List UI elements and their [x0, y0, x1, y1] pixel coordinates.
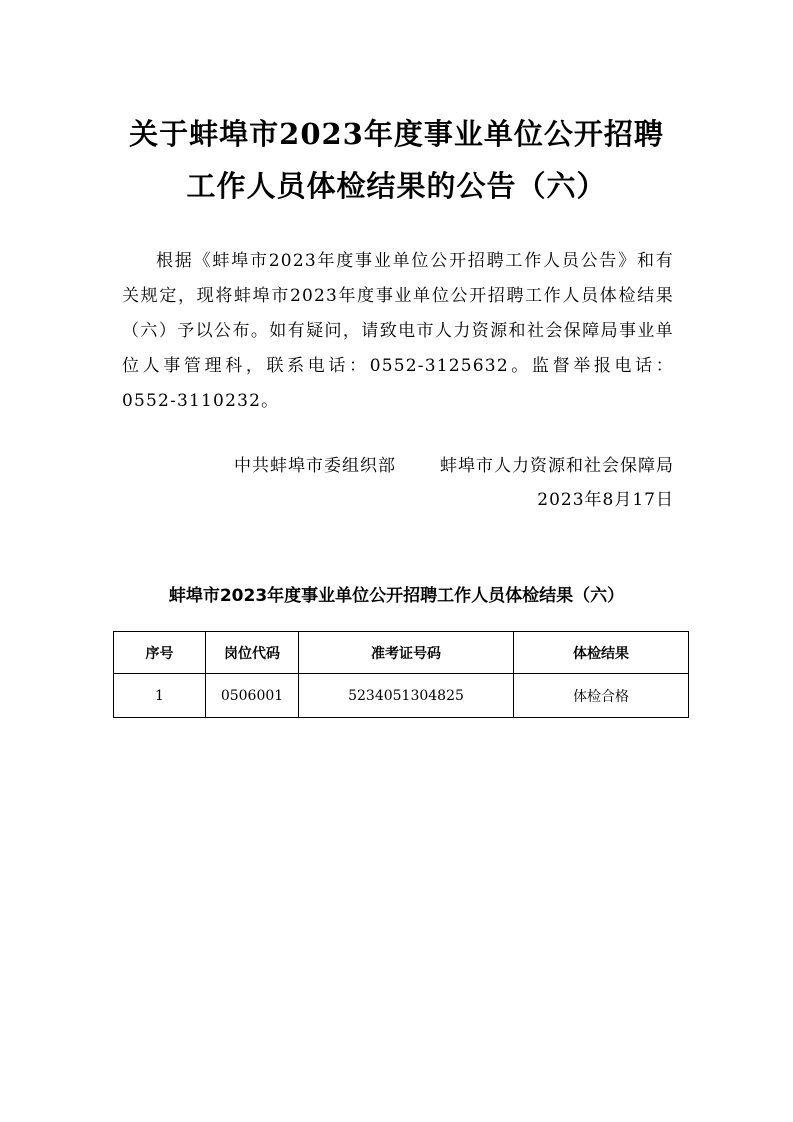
header-seq: 序号 [114, 632, 206, 674]
cell-seq: 1 [114, 674, 206, 718]
table-header-row [114, 632, 689, 674]
table-title: 蚌埠市2023年度事业单位公开招聘工作人员体检结果（六） [168, 586, 625, 606]
title-line-1: 关于蚌埠市2023年度事业单位公开招聘 [129, 117, 664, 151]
signature-org-2: 蚌埠市人力资源和社会保障局 [440, 456, 674, 476]
results-table [113, 631, 689, 718]
title-line-2: 工作人员体检结果的公告（六） [186, 169, 607, 203]
cell-exam-id: 5234051304825 [299, 674, 514, 718]
table-row [114, 674, 689, 718]
header-result: 体检结果 [514, 632, 689, 674]
announcement-body: 根据《蚌埠市2023年度事业单位公开招聘工作人员公告》和有关规定，现将蚌埠市2023年度事业单位公开招聘工作人员体检结果（六）予以公布。如有疑问，请致电市人力资源和社会保障局事业单位人事管理科，联系电话：0552-3125632。监督举报电话：0552-3110232。 [122, 251, 674, 411]
header-position-code: 岗位代码 [206, 632, 299, 674]
header-exam-id: 准考证号码 [299, 632, 514, 674]
cell-position-code: 0506001 [206, 674, 299, 718]
signature-org-1: 中共蚌埠市委组织部 [234, 456, 396, 476]
announcement-title [0, 108, 793, 212]
signature-date: 2023年8月17日 [537, 490, 674, 510]
signature-organizations [122, 451, 674, 476]
cell-result: 体检合格 [514, 674, 689, 718]
